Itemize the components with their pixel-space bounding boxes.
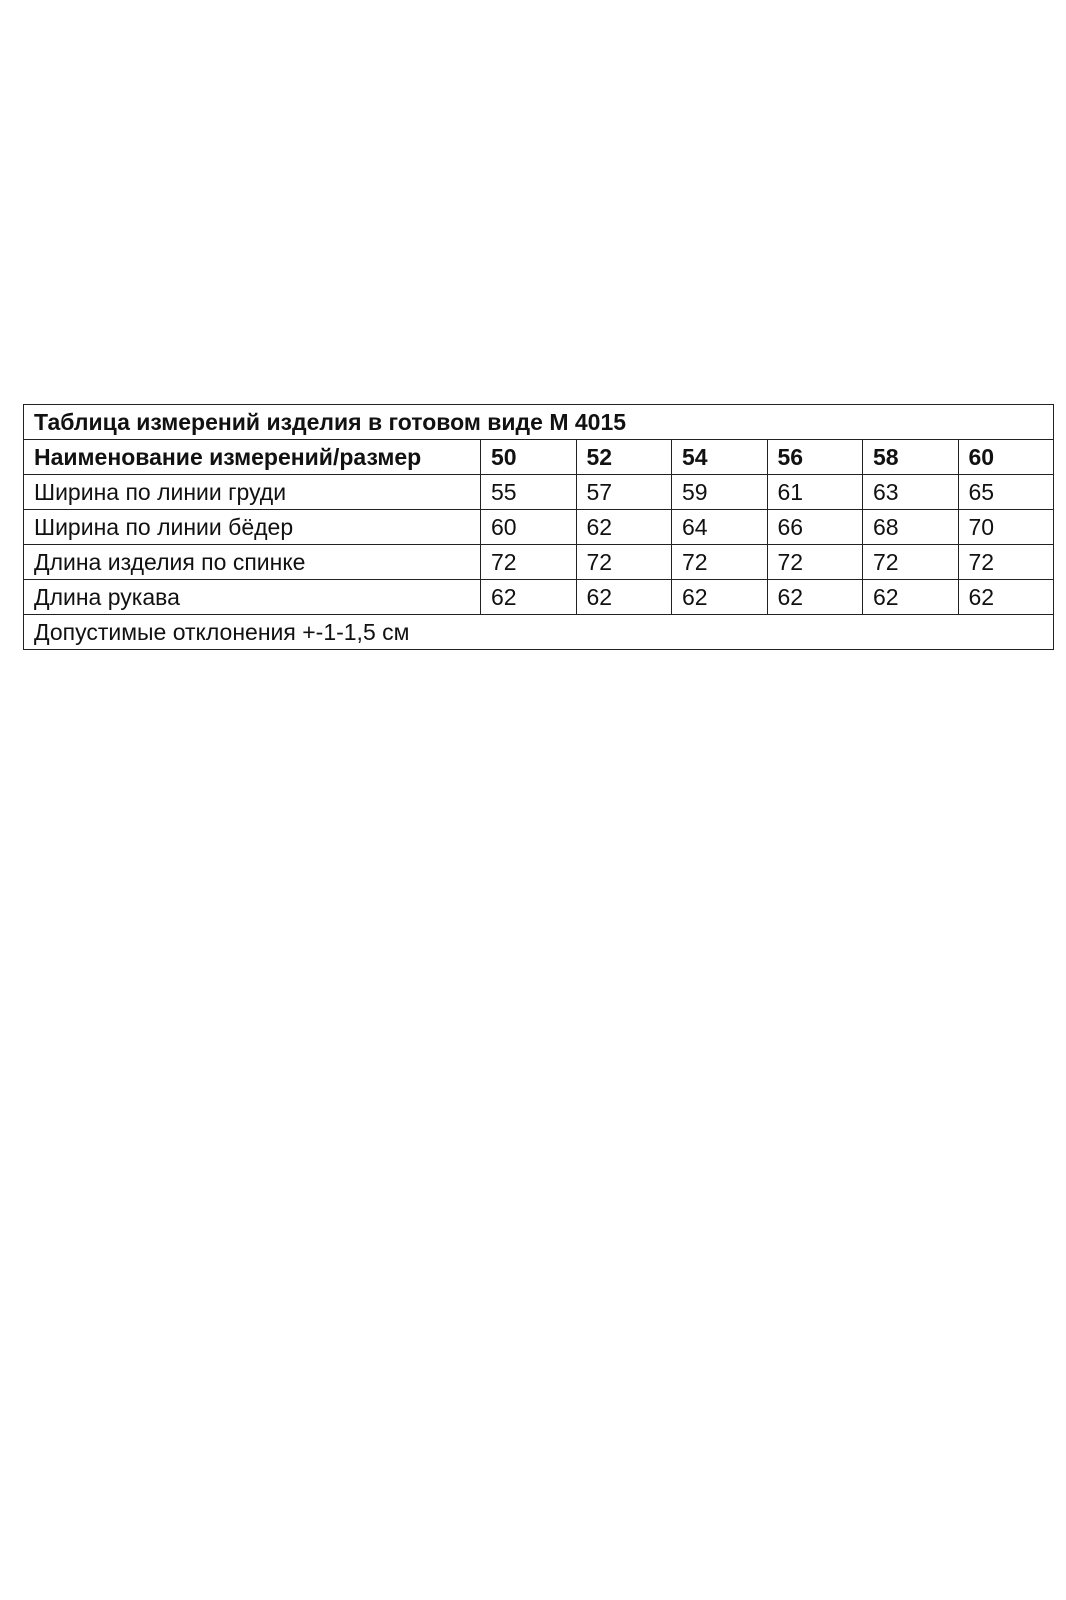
size-header: 54 [672, 440, 768, 475]
table-title-row [24, 405, 1054, 440]
table-row [24, 580, 1054, 615]
row-label: Длина изделия по спинке [24, 545, 481, 580]
table-cell: 72 [863, 545, 959, 580]
row-label: Длина рукава [24, 580, 481, 615]
table-cell: 62 [958, 580, 1054, 615]
table-cell: 63 [863, 475, 959, 510]
table-row [24, 545, 1054, 580]
table-cell: 66 [767, 510, 863, 545]
table-row [24, 475, 1054, 510]
table-footer-row [24, 615, 1054, 650]
table-cell: 62 [576, 580, 672, 615]
table-cell: 57 [576, 475, 672, 510]
size-header: 58 [863, 440, 959, 475]
table-header-row [24, 440, 1054, 475]
table-cell: 64 [672, 510, 768, 545]
size-header: 50 [481, 440, 577, 475]
table-cell: 62 [672, 580, 768, 615]
table-cell: 72 [481, 545, 577, 580]
table-cell: 72 [958, 545, 1054, 580]
footer-note: Допустимые отклонения +-1-1,5 см [24, 615, 1054, 650]
table-cell: 62 [481, 580, 577, 615]
table-cell: 60 [481, 510, 577, 545]
size-header: 52 [576, 440, 672, 475]
table-cell: 61 [767, 475, 863, 510]
table-cell: 72 [767, 545, 863, 580]
table-title: Таблица измерений изделия в готовом виде М 4015 [24, 405, 1054, 440]
table-cell: 59 [672, 475, 768, 510]
table-cell: 55 [481, 475, 577, 510]
table-cell: 70 [958, 510, 1054, 545]
header-label: Наименование измерений/размер [24, 440, 481, 475]
size-header: 56 [767, 440, 863, 475]
row-label: Ширина по линии груди [24, 475, 481, 510]
measurement-table [23, 404, 1054, 650]
row-label: Ширина по линии бёдер [24, 510, 481, 545]
size-header: 60 [958, 440, 1054, 475]
table-cell: 68 [863, 510, 959, 545]
table-cell: 62 [767, 580, 863, 615]
table-cell: 62 [576, 510, 672, 545]
table-cell: 72 [672, 545, 768, 580]
table-cell: 65 [958, 475, 1054, 510]
table-row [24, 510, 1054, 545]
table-cell: 62 [863, 580, 959, 615]
table-cell: 72 [576, 545, 672, 580]
